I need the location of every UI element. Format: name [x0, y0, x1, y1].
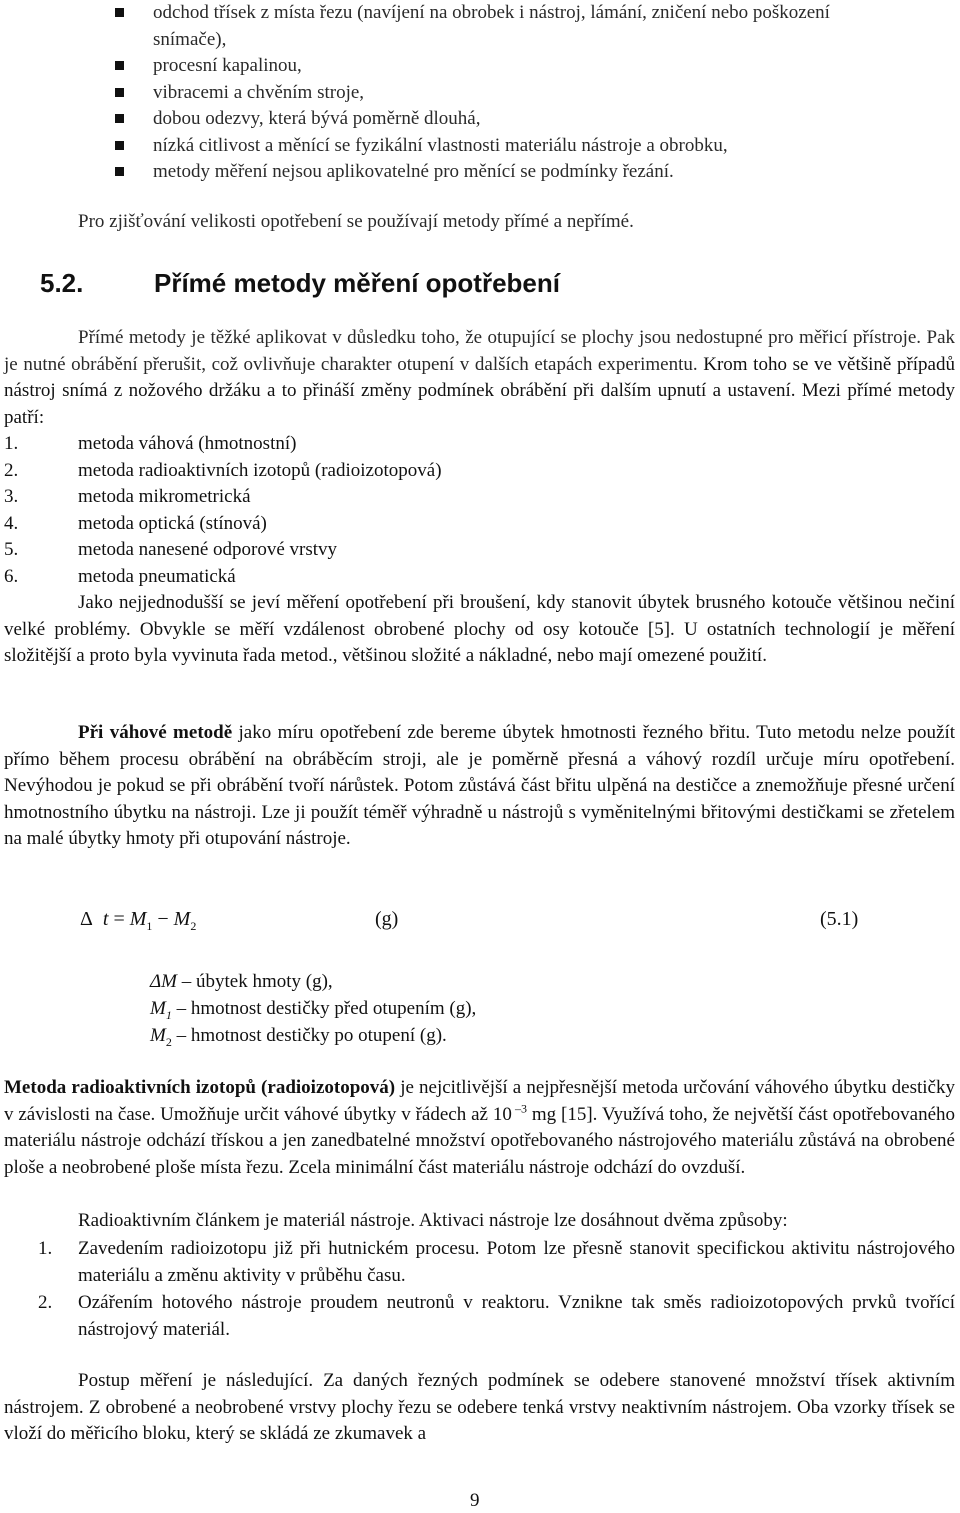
- legend-item: $M_2$ – hmotnost destičky po otupení (g).: [150, 1025, 447, 1049]
- methods-list: [4, 431, 442, 590]
- intro-sentence: Pro zjišťování velikosti opotřebení se používají metody přímé a nepřímé.: [78, 211, 634, 232]
- paragraph-activation-intro: Radioaktivním článkem je materiál nástroje. Aktivaci nástroje lze dosáhnout dvěma způsoby:: [78, 1210, 788, 1231]
- list-item: 2. Ozářením hotového nástroje proudem neutronů v reaktoru. Vznikne tak směs radioizotopových prvků tvořící nástrojový materiál.: [38, 1292, 955, 1340]
- legend-item: $M_1$ – hmotnost destičky před otupením (g),: [150, 998, 477, 1022]
- paragraph-radioisotope: Metoda radioaktivních izotopů (radioizotopová) je nejcitlivější a nejpřesnější metoda určování váhového úbytku destičky v závislosti na čase. Umožňuje určit váhové úbytky v řádech až 10 $^{-3}$ mg [15]. Využívá toho, že největší část opotřebovaného materiálu nástroje odchází třískou a jen zanedbatelné množství opotřebovaného nástrojového materiálu zůstává na obrobené ploše a neobrobené ploše místa řezu. Zcela minimální část materiálu nástroje odchází do ovzduší.: [4, 1077, 956, 1178]
- paragraph-procedure: Postup měření je následující. Za daných řezných podmínek se odebere stanovené množství třísek aktivním nástrojem. Z obrobené a neobrobené vrstvy plochy řezu se odebere tenká vrstvy neaktivním nástrojem. Oba vzorky třísek se vloží do měřicího bloku, který se skládá ze zkumavek a: [4, 1370, 955, 1444]
- square-bullet-icon: [115, 8, 124, 17]
- section-title: Přímé metody měření opotřebení: [154, 268, 560, 298]
- bullet-item: dobou odezvy, která bývá poměrně dlouhá,: [115, 106, 895, 133]
- list-item: 5. metoda nanesené odporové vrstvy: [4, 539, 338, 560]
- list-item: 2. metoda radioaktivních izotopů (radioizotopová): [4, 459, 442, 481]
- square-bullet-icon: [115, 88, 124, 97]
- square-bullet-icon: [115, 114, 124, 123]
- list-item: 6. metoda pneumatická: [4, 565, 236, 587]
- legend-item: ΔM – úbytek hmoty (g),: [150, 971, 333, 992]
- bullet-item: nízká citlivost a měnící se fyzikální vlastnosti materiálu nástroje a obrobku,: [115, 133, 895, 160]
- bullet-list: [115, 0, 895, 186]
- paragraph-weight-method: Při váhové metodě jako míru opotřebení zde bereme úbytek hmotnosti řezného břitu. Tuto metodu nelze použít přímo během procesu obrábění na obráběcím stroji, ale je poměrně přesná a váhový rozdíl určuje míru opotřebení. Nevýhodou je pokud se při obrábění tvoří nárůstek. Potom zůstává část břitu ulpěná na destičce a znemožňuje přesné určení hmotnostního úbytku na nástroji. Lze ji použít téměř výhradně u nástrojů s vyměnitelnými břitovými destičkami se zřetelem na malé úbytky hmoty při otupování nástroje.: [4, 722, 955, 849]
- paragraph-grinding: Jako nejjednodušší se jeví měření opotřebení při broušení, kdy stanovit úbytek brusného kotouče většinou nečiní velké problémy. Obvykle se měří vzdálenost obrobené plochy od osy kotouče [5]. U ostatních technologií je měření složitější a proto byla vyvinuta řada metod., většinou složité a nákladné, nebo mají omezené použití.: [4, 592, 955, 666]
- list-item: 1. metoda váhová (hmotnostní): [4, 433, 297, 454]
- bullet-item: procesní kapalinou,: [115, 53, 895, 80]
- equation-formula: Δ $t = M_1 - M_2$: [80, 908, 197, 933]
- square-bullet-icon: [115, 167, 124, 176]
- section-heading: [40, 268, 560, 299]
- page-number: 9: [470, 1490, 480, 1511]
- bullet-item: metody měření nejsou aplikovatelné pro měnící se podmínky řezání.: [115, 159, 895, 186]
- section-number: 5.2.: [40, 268, 84, 298]
- activation-list: [4, 1235, 955, 1343]
- equation-legend: [150, 968, 476, 1049]
- list-item: 4. metoda optická (stínová): [4, 512, 267, 534]
- equation-unit: (g): [375, 908, 399, 930]
- square-bullet-icon: [115, 61, 124, 70]
- list-item: 3. metoda mikrometrická: [4, 486, 251, 507]
- list-item: 1. Zavedením radioizotopu již při hutnickém procesu. Potom lze přesně stanovit specifickou aktivitu nástrojového materiálu a změnu aktivity v průběhu času.: [38, 1238, 955, 1286]
- paragraph-direct-methods: Přímé metody je těžké aplikovat v důsledku toho, že otupující se plochy jsou nedostupné pro měřicí přístroje. Pak je nutné obrábění přerušit, což ovlivňuje charakter otupení v dalších etapách experimentu. Krom toho se ve většině případů nástroj snímá z nožového držáku a to přináší změny podmínek obrábění při dalším upnutí a ustavení. Mezi přímé metody patří:: [4, 327, 955, 428]
- square-bullet-icon: [115, 141, 124, 150]
- equation-number: (5.1): [820, 908, 859, 930]
- bullet-item: vibracemi a chvěním stroje,: [115, 80, 895, 107]
- bullet-item: odchod třísek z místa řezu (navíjení na obrobek i nástroj, lámání, zničení nebo poškození snímače),: [115, 0, 895, 53]
